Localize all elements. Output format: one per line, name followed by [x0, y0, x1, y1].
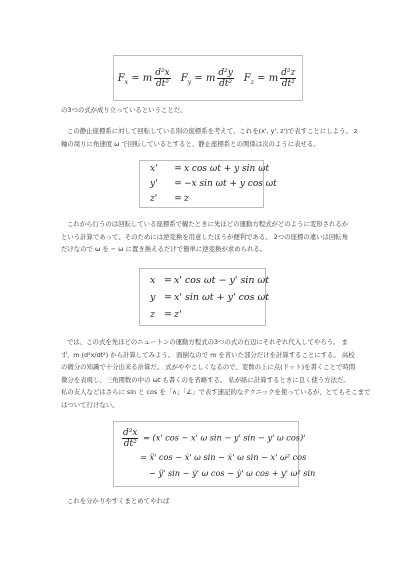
inv-row-y: y = x' sin ωt + y' cos ωt [150, 291, 270, 303]
paragraph-2: この静止座標系に対して回転している別の座標系を考えて、これを(x', y', z')で表すことにしよう。 z 軸の周りに角速度 ω で回転しているとすると、静止座標系との関係は次のように表せる。 [61, 127, 358, 148]
paragraph-4: では、この式を先ほどのニュートンの運動方程式の3つの式の右辺にそれぞれ代入してやろう。 ま ず、m (d²x/dt²) から計算してみよう。 面倒なので m を省いた部分だけを計算することにする。 高校 の微分の知識で十分出来る計算だ。 式がややこしくなるので、変数の上に点(ドット)を書くことで時間 微分を表現し、三角関数の中の ωt も書くのを省略する。 私が紙に計算するときに良く使う方法だ。 私の友人などはさらに sin と cos を「∧」「∠」で表す速記的なテクニックを使っているが、とてもそこまで はついて行けない。 [61, 338, 371, 409]
eq-fz: $F_z = m$ $\frac{\text{d²z}}{\text{dt²}}$ [243, 67, 296, 89]
paragraph-5: これを分かりやすくまとめてやれば [67, 497, 170, 505]
deriv-row-2: = ẍ' cos − ẋ' ω sin − ẋ' ω sin − x' ω² cos [140, 451, 307, 462]
deriv-row-1: $\frac{\text{d²x}}{\text{dt²}}$ = (x' cos − x' ω sin − y' sin − y' ω cos)' [123, 427, 306, 449]
inv-row-x: x = x' cos ωt − y' sin ωt [150, 274, 270, 286]
equation-derivative [113, 421, 316, 487]
eq-fx: $F_x = m$ $\frac{\text{d²x}}{\text{dt²}}$ [117, 67, 170, 89]
paragraph-1: の3つの式が成り立っているということだ。 [61, 106, 187, 114]
equation-newton [113, 55, 303, 101]
equation-rotation [139, 160, 277, 208]
equation-inverse [139, 268, 270, 326]
rot-row-y: y' = −x sin ωt + y cos ωt [150, 178, 277, 189]
rot-row-x: x' = x cos ωt + y sin ωt [150, 163, 270, 174]
rot-row-z: z' = z [150, 193, 189, 204]
eq-fy: $F_y = m$ $\frac{\text{d²y}}{\text{dt²}}$ [180, 67, 233, 89]
deriv-row-3: − ÿ' sin − ẏ' ω cos − ẏ' ω cos + y' ω² sin [149, 467, 316, 478]
paragraph-3: これから行うのは回転している座標系で観たときに先ほどの運動方程式がどのように変形されるか という計算であって、そのためには逆変換を用意したほうが便利である。 2つの座標の違いは回転角 だけなので ω を − ω に置き換えるだけで簡単に逆変換が求められる。 [61, 220, 349, 254]
inv-row-z: z = z' [150, 308, 182, 320]
